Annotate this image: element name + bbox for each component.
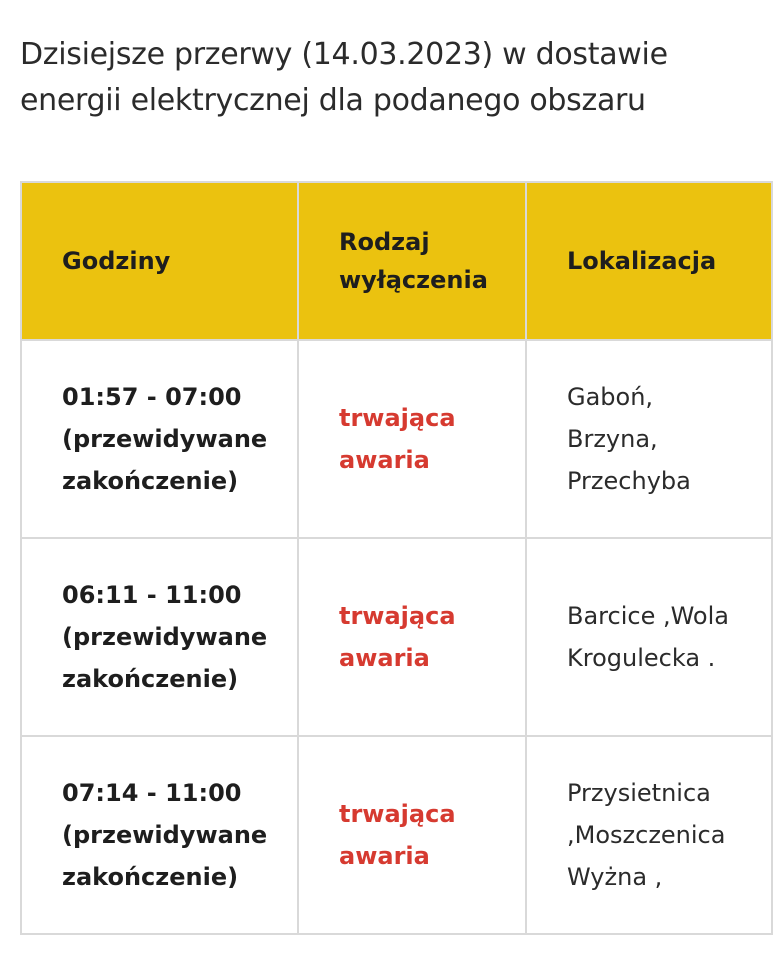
header-type-label-2: wyłączenia bbox=[339, 266, 488, 294]
outage-type-text: awaria bbox=[339, 446, 430, 474]
outage-type-text: trwająca bbox=[339, 602, 456, 630]
location-text: Przysietnica bbox=[567, 779, 711, 807]
header-type-label-1: Rodzaj bbox=[339, 228, 430, 256]
outage-type-text: trwająca bbox=[339, 800, 456, 828]
table-row bbox=[21, 736, 772, 934]
location-text: Przechyba bbox=[567, 467, 691, 495]
outage-type-text: trwająca bbox=[339, 404, 456, 432]
hours-range: 06:11 - 11:00 bbox=[62, 581, 242, 609]
page-title-line-2: energii elektrycznej dla podanego obszaru bbox=[20, 83, 646, 118]
hours-note: zakończenie) bbox=[62, 863, 239, 891]
location-text: Barcice ,Wola bbox=[567, 602, 729, 630]
cell-outage-type bbox=[298, 538, 526, 736]
table-row bbox=[21, 538, 772, 736]
cell-hours bbox=[21, 340, 298, 538]
location-text: Gaboń, bbox=[567, 383, 654, 411]
header-hours bbox=[21, 182, 298, 340]
table-row bbox=[21, 340, 772, 538]
location-text: ,Moszczenica bbox=[567, 821, 726, 849]
table-header-row bbox=[21, 182, 772, 340]
page-title-line-1: Dzisiejsze przerwy (14.03.2023) w dostawie bbox=[20, 37, 668, 72]
location-text: Wyżna , bbox=[567, 863, 663, 891]
hours-note: (przewidywane bbox=[62, 821, 268, 849]
table-header bbox=[21, 182, 772, 340]
cell-hours bbox=[21, 736, 298, 934]
table-body bbox=[21, 340, 772, 934]
outages-table bbox=[20, 181, 773, 935]
cell-location bbox=[526, 736, 772, 934]
hours-note: (przewidywane bbox=[62, 623, 268, 651]
hours-range: 07:14 - 11:00 bbox=[62, 779, 242, 807]
hours-note: zakończenie) bbox=[62, 665, 239, 693]
header-hours-label: Godziny bbox=[62, 247, 171, 275]
header-location-label: Lokalizacja bbox=[567, 247, 717, 275]
header-location bbox=[526, 182, 772, 340]
page-title bbox=[20, 32, 760, 124]
hours-note: zakończenie) bbox=[62, 467, 239, 495]
hours-note: (przewidywane bbox=[62, 425, 268, 453]
hours-range: 01:57 - 07:00 bbox=[62, 383, 242, 411]
location-text: Krogulecka . bbox=[567, 644, 716, 672]
cell-location bbox=[526, 538, 772, 736]
cell-location bbox=[526, 340, 772, 538]
cell-outage-type bbox=[298, 736, 526, 934]
header-type bbox=[298, 182, 526, 340]
outage-type-text: awaria bbox=[339, 842, 430, 870]
location-text: Brzyna, bbox=[567, 425, 658, 453]
cell-outage-type bbox=[298, 340, 526, 538]
cell-hours bbox=[21, 538, 298, 736]
outage-type-text: awaria bbox=[339, 644, 430, 672]
